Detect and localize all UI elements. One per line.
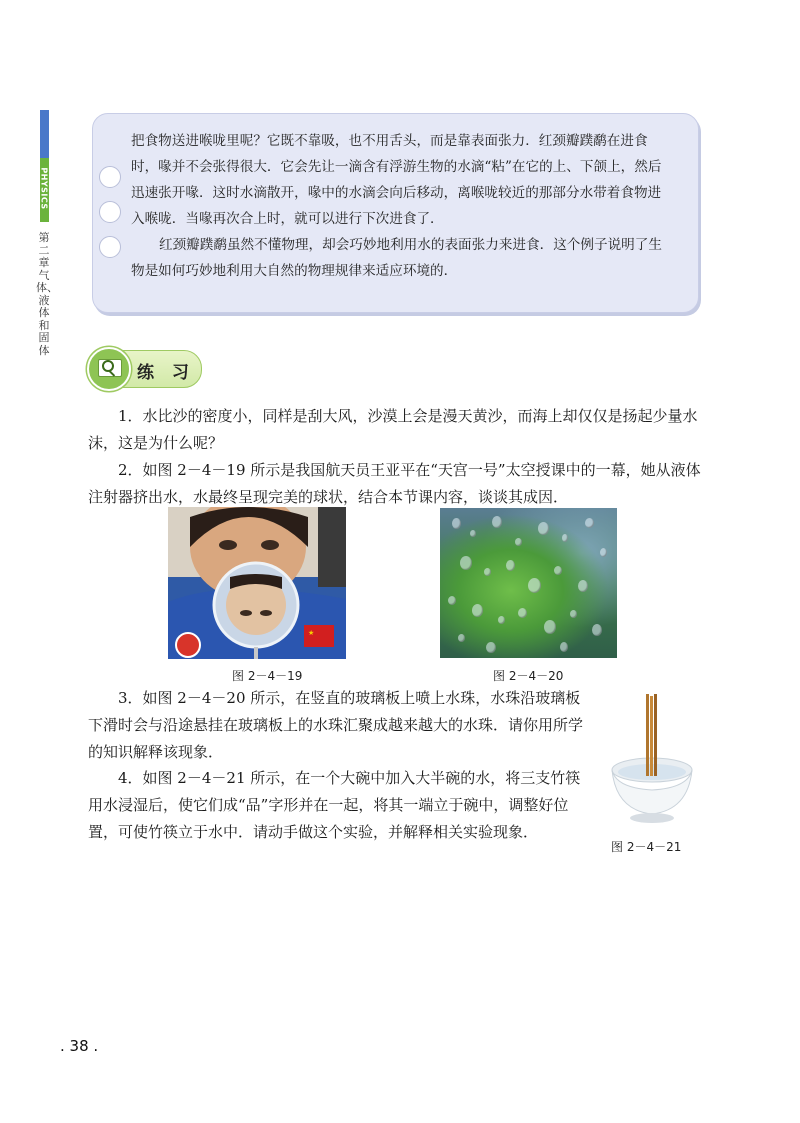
figure-caption: 图 2－4－19 (232, 669, 303, 683)
svg-text:★: ★ (308, 629, 315, 637)
figure-caption: 图 2－4－21 (611, 840, 682, 854)
magnifier-icon (87, 347, 131, 391)
binder-ring-icon (99, 236, 121, 258)
exercise-question: 2．如图 2－4－19 所示是我国航天员王亚平在“天宫一号”太空授课中的一幕，她从液体注射器挤出水，水最终呈现完美的球状，结合本节课内容，谈谈其成因． (88, 461, 701, 506)
page-number: . 38 . (60, 1037, 99, 1055)
figure-water-drops-on-glass (440, 508, 617, 658)
reading-paragraph: 把食物送进喉咙里呢？它既不靠吸，也不用舌头，而是靠表面张力．红颈瓣蹼鹬在进食时，喙并不会张得很大．它会先让一滴含有浮游生物的水滴“粘”在它的上、下颌上，然后迅速张开喙．这时水滴散开，喙中的水滴会向后移动，离喉咙较近的那部分水带着食物进入喉咙．当喙再次合上时，就可以进行下次进食了． (131, 133, 662, 227)
figure-astronaut-water-ball (168, 507, 346, 659)
reading-paragraph: 红颈瓣蹼鹬虽然不懂物理，却会巧妙地利用水的表面张力来进食．这个例子说明了生物是如何巧妙地利用大自然的物理规律来适应环境的． (131, 237, 662, 279)
exercise-title: 练 习 (137, 363, 195, 383)
figure-chopsticks-in-bowl (608, 692, 696, 828)
exercise-question: 1．水比沙的密度小，同样是刮大风，沙漠上会是漫天黄沙，而海上却仅仅是扬起少量水沫，这是为什么呢？ (88, 407, 698, 452)
exercise-heading (88, 350, 202, 388)
sidebar-subject-label: PHYSICS (39, 167, 49, 210)
exercise-question: 3．如图 2－4－20 所示，在竖直的玻璃板上喷上水珠，水珠沿玻璃板下滑时会与沿途悬挂在玻璃板上的水珠汇聚成越来越大的水珠．请你用所学的知识解释该现象． (88, 689, 584, 761)
binder-ring-icon (99, 201, 121, 223)
exercise-question: 4．如图 2－4－21 所示，在一个大碗中加入大半碗的水，将三支竹筷用水浸湿后，使它们成“品”字形并在一起，将其一端立于碗中，调整好位置，可使竹筷立于水中．请动手做这个实验，并解释相关实验现象． (88, 769, 581, 841)
figure-caption: 图 2－4－20 (493, 669, 564, 683)
reading-box (92, 113, 699, 313)
sidebar-subject-tab (40, 158, 49, 222)
sidebar-chapter-title: 第二章 气体、液体和固体 (36, 231, 58, 357)
binder-ring-icon (99, 166, 121, 188)
